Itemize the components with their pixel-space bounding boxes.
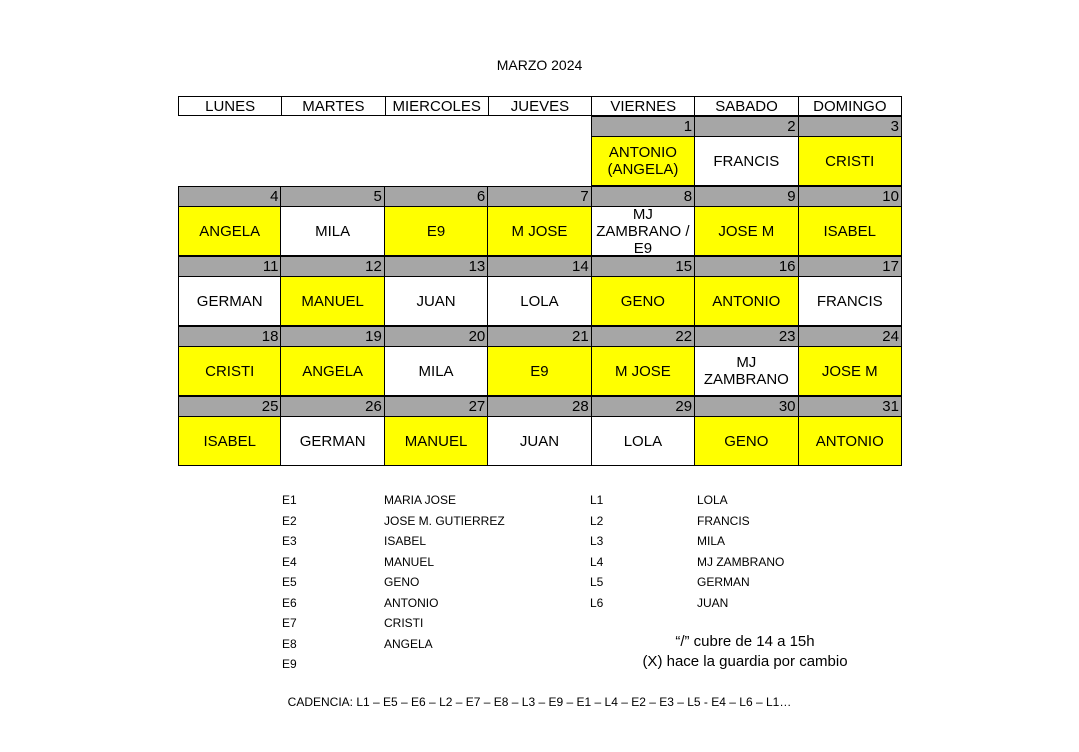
legend-name: JUAN [697, 595, 729, 610]
day-cell [385, 326, 488, 396]
on-call-name: GENO [591, 276, 695, 326]
day-cell [385, 256, 488, 326]
week-row [178, 396, 902, 466]
weekday-header-row [178, 96, 902, 116]
day-number [487, 116, 591, 136]
legend-name: GENO [384, 575, 420, 589]
day-cell [695, 256, 798, 326]
legend-name: LOLA [697, 493, 728, 507]
legend-names-l [697, 490, 784, 613]
day-number: 3 [798, 116, 902, 136]
legend-codes-e [282, 490, 297, 675]
on-call-name: JUAN [487, 416, 591, 466]
on-call-name: ISABEL [798, 206, 902, 256]
day-number: 28 [487, 396, 591, 416]
day-number: 1 [591, 116, 695, 136]
legend-name: GERMAN [697, 575, 750, 589]
on-call-name: JUAN [384, 276, 488, 326]
day-cell [281, 186, 384, 256]
on-call-name: MANUEL [280, 276, 384, 326]
legend-code: E4 [282, 554, 297, 569]
legend-code: L2 [590, 513, 604, 528]
on-call-name: CRISTI [178, 346, 281, 396]
day-cell [695, 116, 798, 186]
weekday-header-miercoles: MIERCOLES [385, 96, 489, 116]
legend-name: ANTONIO [384, 595, 439, 610]
weekday-header-jueves: JUEVES [488, 96, 592, 116]
legend-code: E3 [282, 534, 297, 548]
legend-name: ANGELA [384, 636, 433, 651]
legend-code: E1 [282, 493, 297, 507]
day-cell [592, 326, 695, 396]
day-number: 6 [384, 186, 488, 206]
day-number: 21 [487, 326, 591, 346]
legend-code: L6 [590, 595, 604, 610]
on-call-name: MJ ZAMBRANO [694, 346, 798, 396]
week-row [178, 116, 902, 186]
day-number: 31 [798, 396, 902, 416]
day-number [280, 116, 384, 136]
day-cell [695, 326, 798, 396]
on-call-name: ISABEL [178, 416, 281, 466]
day-number: 27 [384, 396, 488, 416]
day-number: 15 [591, 256, 695, 276]
legend-name: MJ ZAMBRANO [697, 554, 785, 569]
legend-code: E9 [282, 657, 297, 671]
day-cell [695, 396, 798, 466]
day-number: 8 [591, 186, 695, 206]
on-call-name: MILA [280, 206, 384, 256]
day-number: 5 [280, 186, 384, 206]
week-row [178, 326, 902, 396]
day-number: 29 [591, 396, 695, 416]
day-cell [488, 256, 591, 326]
day-number: 13 [384, 256, 488, 276]
day-cell [799, 256, 902, 326]
day-cell [281, 396, 384, 466]
on-call-name [384, 136, 488, 186]
on-call-name: MILA [384, 346, 488, 396]
legend-name: MANUEL [384, 554, 435, 569]
calendar-title: MARZO 2024 [496, 57, 583, 73]
day-cell [799, 186, 902, 256]
on-call-name [280, 136, 384, 186]
on-call-name: LOLA [591, 416, 695, 466]
day-number [384, 116, 488, 136]
day-cell [488, 116, 591, 186]
legend-code: L5 [590, 575, 604, 589]
weekday-header-sabado: SABADO [694, 96, 798, 116]
note-slash: “/” cubre de 14 a 15h [675, 633, 815, 650]
legend-code: E7 [282, 616, 297, 630]
day-cell [385, 186, 488, 256]
day-number: 30 [694, 396, 798, 416]
week-row [178, 186, 902, 256]
on-call-name: CRISTI [798, 136, 902, 186]
day-number: 11 [178, 256, 281, 276]
day-cell [592, 396, 695, 466]
on-call-name [178, 136, 281, 186]
day-number: 10 [798, 186, 902, 206]
legend-name: MILA [697, 534, 726, 548]
day-number [178, 116, 281, 136]
legend-code: E6 [282, 595, 297, 610]
day-number: 23 [694, 326, 798, 346]
day-cell [281, 116, 384, 186]
day-number: 17 [798, 256, 902, 276]
day-cell [799, 396, 902, 466]
day-cell [178, 116, 281, 186]
legend-code: L4 [590, 554, 604, 569]
week-row [178, 256, 902, 326]
legend-name: CRISTI [384, 616, 424, 630]
on-call-name: LOLA [487, 276, 591, 326]
day-cell [385, 116, 488, 186]
on-call-name: ANGELA [178, 206, 281, 256]
legend-name [384, 654, 505, 675]
on-call-name: FRANCIS [694, 136, 798, 186]
weekday-header-viernes: VIERNES [591, 96, 695, 116]
on-call-name: GERMAN [178, 276, 281, 326]
day-cell [385, 396, 488, 466]
legend-name: MARIA JOSE [384, 493, 457, 507]
day-cell [488, 396, 591, 466]
day-number: 14 [487, 256, 591, 276]
on-call-name: E9 [384, 206, 488, 256]
day-cell [488, 326, 591, 396]
day-number: 18 [178, 326, 281, 346]
legend-name: FRANCIS [697, 513, 750, 528]
day-number: 20 [384, 326, 488, 346]
day-cell [592, 186, 695, 256]
on-call-name: MJ ZAMBRANO / E9 [591, 206, 695, 256]
day-cell [178, 326, 281, 396]
cadence-text: CADENCIA: L1 – E5 – E6 – L2 – E7 – E8 – L3 – E9 – E1 – L4 – E2 – E3 – L5 - E4 – L6 – L1… [287, 695, 792, 709]
day-number: 4 [178, 186, 281, 206]
day-number: 19 [280, 326, 384, 346]
on-call-name: JOSE M [694, 206, 798, 256]
notes [620, 632, 870, 672]
on-call-name [487, 136, 591, 186]
legend-names-e [384, 490, 505, 675]
day-cell [178, 396, 281, 466]
day-number: 2 [694, 116, 798, 136]
day-cell [592, 116, 695, 186]
weekday-header-domingo: DOMINGO [798, 96, 902, 116]
on-call-name: ANTONIO [798, 416, 902, 466]
on-call-name: JOSE M [798, 346, 902, 396]
on-call-name: FRANCIS [798, 276, 902, 326]
legend-code: E5 [282, 575, 297, 589]
day-cell [281, 256, 384, 326]
day-cell [592, 256, 695, 326]
on-call-name: ANTONIO [694, 276, 798, 326]
day-number: 22 [591, 326, 695, 346]
day-number: 24 [798, 326, 902, 346]
on-call-name: GERMAN [280, 416, 384, 466]
day-number: 26 [280, 396, 384, 416]
legend-code: L3 [590, 534, 604, 548]
on-call-name: ANGELA [280, 346, 384, 396]
on-call-name: ANTONIO (ANGELA) [591, 136, 695, 186]
on-call-name: M JOSE [487, 206, 591, 256]
on-call-name: E9 [487, 346, 591, 396]
note-parenthesis: (X) hace la guardia por cambio [642, 653, 848, 670]
day-cell [799, 326, 902, 396]
calendar-grid [178, 96, 902, 466]
on-call-name: GENO [694, 416, 798, 466]
legend-code: E8 [282, 636, 297, 651]
legend-code: L1 [590, 493, 604, 507]
legend-name: JOSE M. GUTIERREZ [384, 513, 505, 528]
legend-name: ISABEL [384, 534, 427, 548]
legend-code: E2 [282, 513, 297, 528]
on-call-name: MANUEL [384, 416, 488, 466]
day-cell [695, 186, 798, 256]
on-call-name: M JOSE [591, 346, 695, 396]
day-number: 16 [694, 256, 798, 276]
day-cell [178, 186, 281, 256]
day-cell [488, 186, 591, 256]
day-number: 7 [487, 186, 591, 206]
day-cell [178, 256, 281, 326]
day-number: 12 [280, 256, 384, 276]
weekday-header-lunes: LUNES [178, 96, 282, 116]
day-cell [281, 326, 384, 396]
day-number: 9 [694, 186, 798, 206]
day-cell [799, 116, 902, 186]
day-number: 25 [178, 396, 281, 416]
weekday-header-martes: MARTES [281, 96, 385, 116]
legend-codes-l [590, 490, 603, 613]
